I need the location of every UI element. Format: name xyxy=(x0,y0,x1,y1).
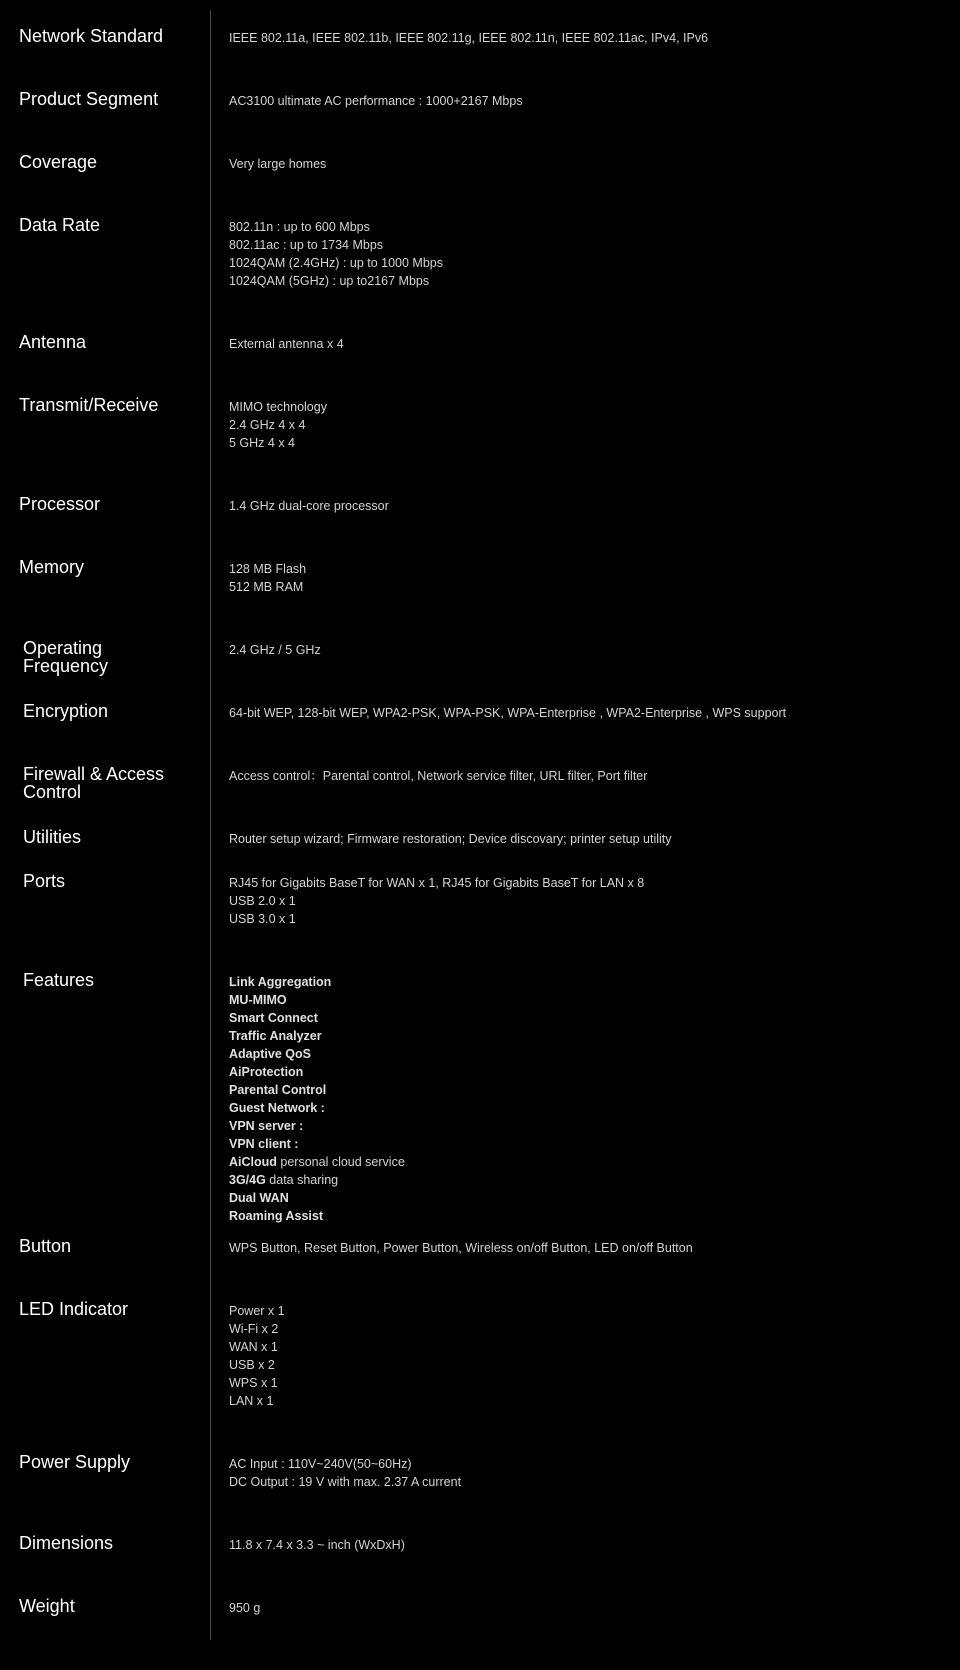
spec-value-line xyxy=(229,1009,949,1027)
spec-value-bold-text: MU-MIMO xyxy=(229,993,287,1007)
spec-value xyxy=(229,398,949,452)
spec-label: Dimensions xyxy=(19,1533,114,1553)
spec-value xyxy=(229,560,949,596)
spec-value-text: 128 MB Flash xyxy=(229,562,307,576)
spec-label: Antenna xyxy=(19,332,87,352)
spec-value-bold-text: Parental Control xyxy=(229,1083,327,1097)
spec-value xyxy=(229,1239,949,1257)
spec-value-text: USB 2.0 x 1 xyxy=(229,894,296,908)
spec-value-text: RJ45 for Gigabits BaseT for WAN x 1, RJ45 for Gigabits BaseT for LAN x 8 xyxy=(229,876,645,890)
spec-label: Processor xyxy=(19,494,101,514)
spec-value-bold-text: Guest Network : xyxy=(229,1101,325,1115)
spec-value-line xyxy=(229,641,949,659)
spec-value xyxy=(229,335,949,353)
spec-value-text: 5 GHz 4 x 4 xyxy=(229,436,295,450)
spec-value-text: personal cloud service xyxy=(276,1155,405,1169)
spec-value-text: USB x 2 xyxy=(229,1358,275,1372)
spec-value-line xyxy=(229,1207,949,1225)
spec-value-line xyxy=(229,578,949,596)
spec-value-bold-text: Roaming Assist xyxy=(229,1209,324,1223)
spec-value-text: 950 g xyxy=(229,1601,261,1615)
spec-value xyxy=(229,767,949,785)
spec-value-line xyxy=(229,892,949,910)
spec-value-text: 802.11n : up to 600 Mbps xyxy=(229,220,370,234)
spec-value-bold-text: AiProtection xyxy=(229,1065,304,1079)
spec-value-line xyxy=(229,1081,949,1099)
spec-value-text: 512 MB RAM xyxy=(229,580,304,594)
spec-value-line xyxy=(229,1027,949,1045)
spec-value-text: WPS x 1 xyxy=(229,1376,278,1390)
spec-value-line xyxy=(229,767,949,785)
spec-label: Utilities xyxy=(23,827,82,847)
spec-value-text: LAN x 1 xyxy=(229,1394,274,1408)
spec-value-line xyxy=(229,254,949,272)
spec-value-text: 802.11ac : up to 1734 Mbps xyxy=(229,238,384,252)
spec-value xyxy=(229,874,949,928)
spec-value-line xyxy=(229,910,949,928)
spec-value xyxy=(229,92,949,110)
spec-value-text: 1024QAM (5GHz) : up to2167 Mbps xyxy=(229,274,430,288)
spec-value-line xyxy=(229,973,949,991)
spec-value-text: 1.4 GHz dual-core processor xyxy=(229,499,389,513)
spec-value-line xyxy=(229,398,949,416)
spec-value-line xyxy=(229,434,949,452)
spec-value-line xyxy=(229,560,949,578)
spec-label: Firewall & Access Control xyxy=(23,764,165,802)
spec-value-line xyxy=(229,272,949,290)
spec-value xyxy=(229,155,949,173)
spec-label: Weight xyxy=(19,1596,75,1616)
spec-value-bold-text: Adaptive QoS xyxy=(229,1047,311,1061)
spec-value-text: Access control：Parental control, Network service filter, URL filter, Port filter xyxy=(229,769,648,783)
spec-value-line xyxy=(229,1171,949,1189)
spec-value xyxy=(229,29,949,47)
spec-value-text: DC Output : 19 V with max. 2.37 A current xyxy=(229,1475,462,1489)
spec-value-text: USB 3.0 x 1 xyxy=(229,912,296,926)
spec-value xyxy=(229,973,949,1225)
spec-label: LED Indicator xyxy=(19,1299,129,1319)
spec-value-bold-text: AiCloud xyxy=(229,1155,277,1169)
spec-value-text: IEEE 802.11a, IEEE 802.11b, IEEE 802.11g, IEEE 802.11n, IEEE 802.11ac, IPv4, IPv6 xyxy=(229,31,709,45)
spec-value-line xyxy=(229,1374,949,1392)
spec-value-line xyxy=(229,1536,949,1554)
spec-value xyxy=(229,1536,949,1554)
spec-value-line xyxy=(229,1117,949,1135)
spec-label: Memory xyxy=(19,557,85,577)
spec-value-line xyxy=(229,92,949,110)
spec-value-bold-text: 3G/4G xyxy=(229,1173,266,1187)
spec-value-line xyxy=(229,874,949,892)
spec-value-text: 11.8 x 7.4 x 3.3 ~ inch (WxDxH) xyxy=(229,1538,405,1552)
spec-value-line xyxy=(229,1599,949,1617)
spec-value-line xyxy=(229,1392,949,1410)
spec-value-line xyxy=(229,991,949,1009)
spec-value-text: Very large homes xyxy=(229,157,327,171)
spec-value-line xyxy=(229,236,949,254)
spec-value xyxy=(229,1455,949,1491)
spec-value xyxy=(229,704,949,722)
spec-value xyxy=(229,830,949,848)
spec-value-bold-text: Link Aggregation xyxy=(229,975,332,989)
spec-value xyxy=(229,641,949,659)
spec-value-text: WAN x 1 xyxy=(229,1340,278,1354)
spec-label: Coverage xyxy=(19,152,98,172)
spec-label: Network Standard xyxy=(19,26,164,46)
spec-value-text: data sharing xyxy=(265,1173,339,1187)
spec-value-line xyxy=(229,1302,949,1320)
spec-value-line xyxy=(229,1320,949,1338)
spec-value-line xyxy=(229,218,949,236)
spec-value xyxy=(229,497,949,515)
spec-value xyxy=(229,218,949,290)
spec-value-bold-text: Smart Connect xyxy=(229,1011,318,1025)
spec-value-line xyxy=(229,1099,949,1117)
spec-value-text: AC Input : 110V~240V(50~60Hz) xyxy=(229,1457,412,1471)
spec-value-text: 2.4 GHz 4 x 4 xyxy=(229,418,306,432)
spec-value-bold-text: Traffic Analyzer xyxy=(229,1029,322,1043)
spec-value-line xyxy=(229,1189,949,1207)
spec-value-bold-text: VPN server : xyxy=(229,1119,304,1133)
spec-label: Features xyxy=(23,970,95,990)
spec-value-text: External antenna x 4 xyxy=(229,337,344,351)
spec-value-text: Router setup wizard; Firmware restoration; Device discovary; printer setup utility xyxy=(229,832,672,846)
spec-value-text: 1024QAM (2.4GHz) : up to 1000 Mbps xyxy=(229,256,443,270)
spec-value-text: MIMO technology xyxy=(229,400,327,414)
spec-value-line xyxy=(229,1063,949,1081)
spec-value-line xyxy=(229,1356,949,1374)
spec-value-bold-text: Dual WAN xyxy=(229,1191,289,1205)
spec-value-line xyxy=(229,29,949,47)
spec-label: Power Supply xyxy=(19,1452,131,1472)
spec-label: Product Segment xyxy=(19,89,159,109)
spec-label: Operating Frequency xyxy=(23,638,109,676)
spec-value-line xyxy=(229,497,949,515)
spec-value-line xyxy=(229,704,949,722)
spec-value-text: AC3100 ultimate AC performance : 1000+2167 Mbps xyxy=(229,94,523,108)
spec-value-line xyxy=(229,335,949,353)
spec-value xyxy=(229,1599,949,1617)
spec-value-line xyxy=(229,1135,949,1153)
spec-label: Data Rate xyxy=(19,215,101,235)
spec-value-text: Power x 1 xyxy=(229,1304,285,1318)
spec-value-text: Wi-Fi x 2 xyxy=(229,1322,279,1336)
spec-value-line xyxy=(229,1473,949,1491)
spec-label: Encryption xyxy=(23,701,109,721)
spec-value xyxy=(229,1302,949,1410)
spec-value-line xyxy=(229,1239,949,1257)
column-divider xyxy=(210,10,211,1640)
spec-value-text: 64-bit WEP, 128-bit WEP, WPA2-PSK, WPA-PSK, WPA-Enterprise , WPA2-Enterprise , WPS support xyxy=(229,706,787,720)
spec-value-line xyxy=(229,416,949,434)
spec-value-line xyxy=(229,1153,949,1171)
spec-value-text: 2.4 GHz / 5 GHz xyxy=(229,643,321,657)
spec-value-line xyxy=(229,155,949,173)
spec-label: Transmit/Receive xyxy=(19,395,159,415)
spec-value-line xyxy=(229,1045,949,1063)
spec-value-line xyxy=(229,1455,949,1473)
spec-value-line xyxy=(229,1338,949,1356)
spec-value-line xyxy=(229,830,949,848)
spec-label: Button xyxy=(19,1236,72,1256)
spec-value-bold-text: VPN client : xyxy=(229,1137,299,1151)
spec-label: Ports xyxy=(23,871,66,891)
spec-value-text: WPS Button, Reset Button, Power Button, Wireless on/off Button, LED on/off Button xyxy=(229,1241,693,1255)
